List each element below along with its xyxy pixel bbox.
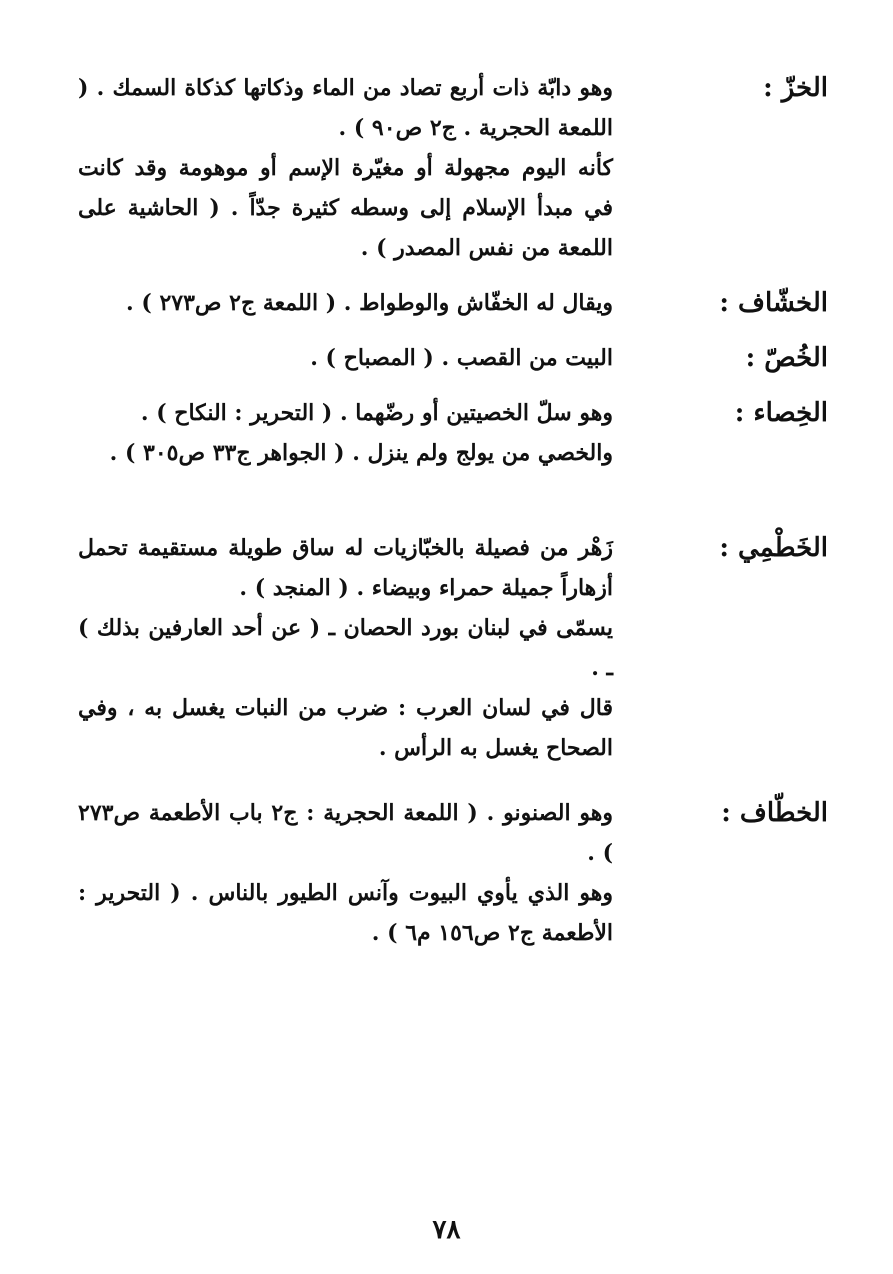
definition-paragraph: وهو دابّة ذات أربع تصاد من الماء وذكاتها كذكاة السمك . ( اللمعة الحجرية . ج٢ ص٩٠ ) . bbox=[78, 75, 613, 141]
definition-paragraph: يسمّى في لبنان بورد الحصان ـ ( عن أحد العارفين بذلك ) ـ . bbox=[78, 615, 613, 681]
entry-term: الخزّ : bbox=[763, 73, 828, 103]
entry-definition bbox=[78, 793, 613, 953]
entry-definition bbox=[78, 393, 613, 473]
page-number: ٧٨ bbox=[432, 1215, 461, 1245]
entry-definition bbox=[78, 338, 613, 378]
definition-paragraph: وهو الذي يأوي البيوت وآنس الطيور بالناس . ( التحرير : الأطعمة ج٢ ص١٥٦ م٦ ) . bbox=[78, 880, 613, 946]
entry-term: الخُصّ : bbox=[745, 343, 828, 373]
definition-paragraph: وهو الصنونو . ( اللمعة الحجرية : ج٢ باب الأطعمة ص٢٧٣ ) . bbox=[78, 800, 613, 866]
entry-term: الخطّاف : bbox=[721, 798, 828, 828]
definition-paragraph: قال في لسان العرب : ضرب من النبات يغسل به ، وفي الصحاح يغسل به الرأس . bbox=[78, 695, 613, 761]
entry-term: الخَطْمِي : bbox=[719, 533, 828, 563]
entry-definition bbox=[78, 528, 613, 768]
entry-definition bbox=[78, 68, 613, 268]
definition-paragraph: وهو سلّ الخصيتين أو رضّهما . ( التحرير : النكاح ) . bbox=[140, 400, 613, 426]
definition-paragraph: ويقال له الخفّاش والوطواط . ( اللمعة ج٢ ص٢٧٣ ) . bbox=[126, 290, 613, 316]
entry-term: الخِصاء : bbox=[734, 398, 828, 428]
definition-paragraph: زَهْر من فصيلة بالخبّازيات له ساق طويلة مستقيمة تحمل أزهاراً جميلة حمراء وبيضاء . ( المنجد ) . bbox=[78, 535, 613, 601]
entry-term: الخشّاف : bbox=[719, 288, 828, 318]
definition-paragraph: والخصي من يولج ولم ينزل . ( الجواهر ج٣٣ ص٣٠٥ ) . bbox=[109, 440, 613, 466]
definition-paragraph: كأنه اليوم مجهولة أو مغيّرة الإسم أو موهومة وقد كانت في مبدأ الإسلام إلى وسطه كثيرة جدّاً . ( الحاشية على اللمعة من نفس المصدر ) . bbox=[78, 155, 613, 261]
definition-paragraph: البيت من القصب . ( المصباح ) . bbox=[310, 345, 613, 371]
entry-definition bbox=[78, 283, 613, 323]
